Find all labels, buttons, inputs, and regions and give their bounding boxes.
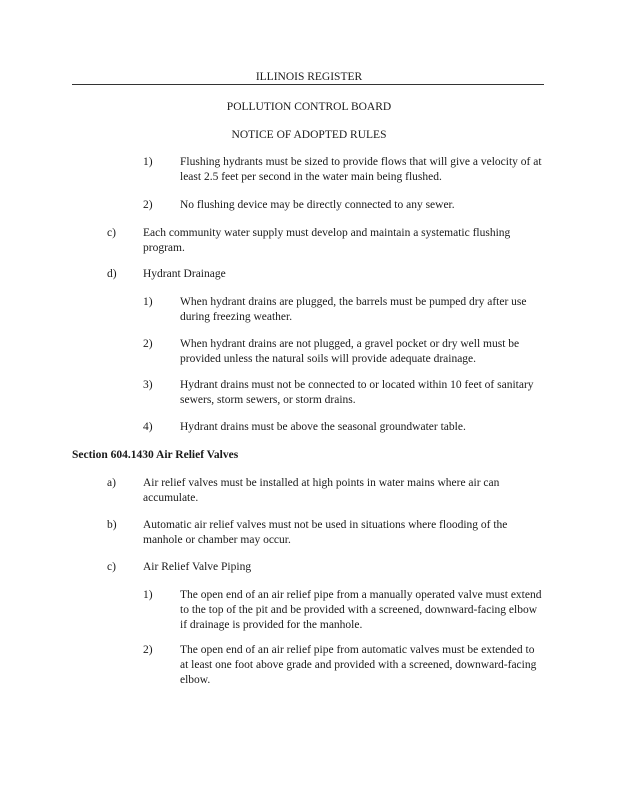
notice-title: NOTICE OF ADOPTED RULES	[231, 129, 387, 141]
board-title: POLLUTION CONTROL BOARD	[226, 101, 392, 113]
header-rule	[72, 84, 544, 85]
item-marker: 1)	[143, 589, 153, 601]
subheading: Hydrant Drainage	[143, 268, 226, 280]
subheading: Air Relief Valve Piping	[143, 561, 252, 573]
paragraph: No flushing device may be directly connected to any sewer.	[180, 199, 455, 211]
register-title: ILLINOIS REGISTER	[255, 71, 363, 83]
item-marker: 4)	[143, 421, 153, 433]
item-marker: 2)	[143, 338, 153, 350]
paragraph: Automatic air relief valves must not be used in situations where flooding of the manhole or chamber may occur.	[143, 519, 508, 546]
paragraph: Each community water supply must develop and maintain a systematic flushing program.	[143, 227, 511, 254]
paragraph: Hydrant drains must not be connected to or located within 10 feet of sanitary sewers, storm sewers, or storm drains.	[180, 379, 534, 406]
paragraph: Flushing hydrants must be sized to provide flows that will give a velocity of at least 2.5 feet per second in the water main being flushed.	[180, 156, 542, 183]
item-marker: 1)	[143, 156, 153, 168]
item-marker: 2)	[143, 644, 153, 656]
paragraph: The open end of an air relief pipe from automatic valves must be extended to at least one foot above grade and provided with a screened, downward-facing elbow.	[180, 644, 537, 686]
paragraph: When hydrant drains are not plugged, a gravel pocket or dry well must be provided unless the natural soils will provide adequate drainage.	[180, 338, 520, 365]
paragraph: Air relief valves must be installed at high points in water mains where air can accumulate.	[143, 477, 500, 504]
item-marker: c)	[107, 227, 116, 239]
paragraph: Hydrant drains must be above the seasonal groundwater table.	[180, 421, 466, 433]
item-marker: 2)	[143, 199, 153, 211]
item-marker: b)	[107, 519, 117, 531]
paragraph: The open end of an air relief pipe from a manually operated valve must extend to the top of the pit and be provided with a screened, downward-facing elbow if drainage is provided for the manhole.	[180, 589, 542, 631]
item-marker: a)	[107, 477, 116, 489]
item-marker: c)	[107, 561, 116, 573]
item-marker: 3)	[143, 379, 153, 391]
item-marker: d)	[107, 268, 117, 280]
item-marker: 1)	[143, 296, 153, 308]
paragraph: When hydrant drains are plugged, the barrels must be pumped dry after use during freezing weather.	[180, 296, 527, 323]
section-heading: Section 604.1430 Air Relief Valves	[72, 449, 239, 461]
